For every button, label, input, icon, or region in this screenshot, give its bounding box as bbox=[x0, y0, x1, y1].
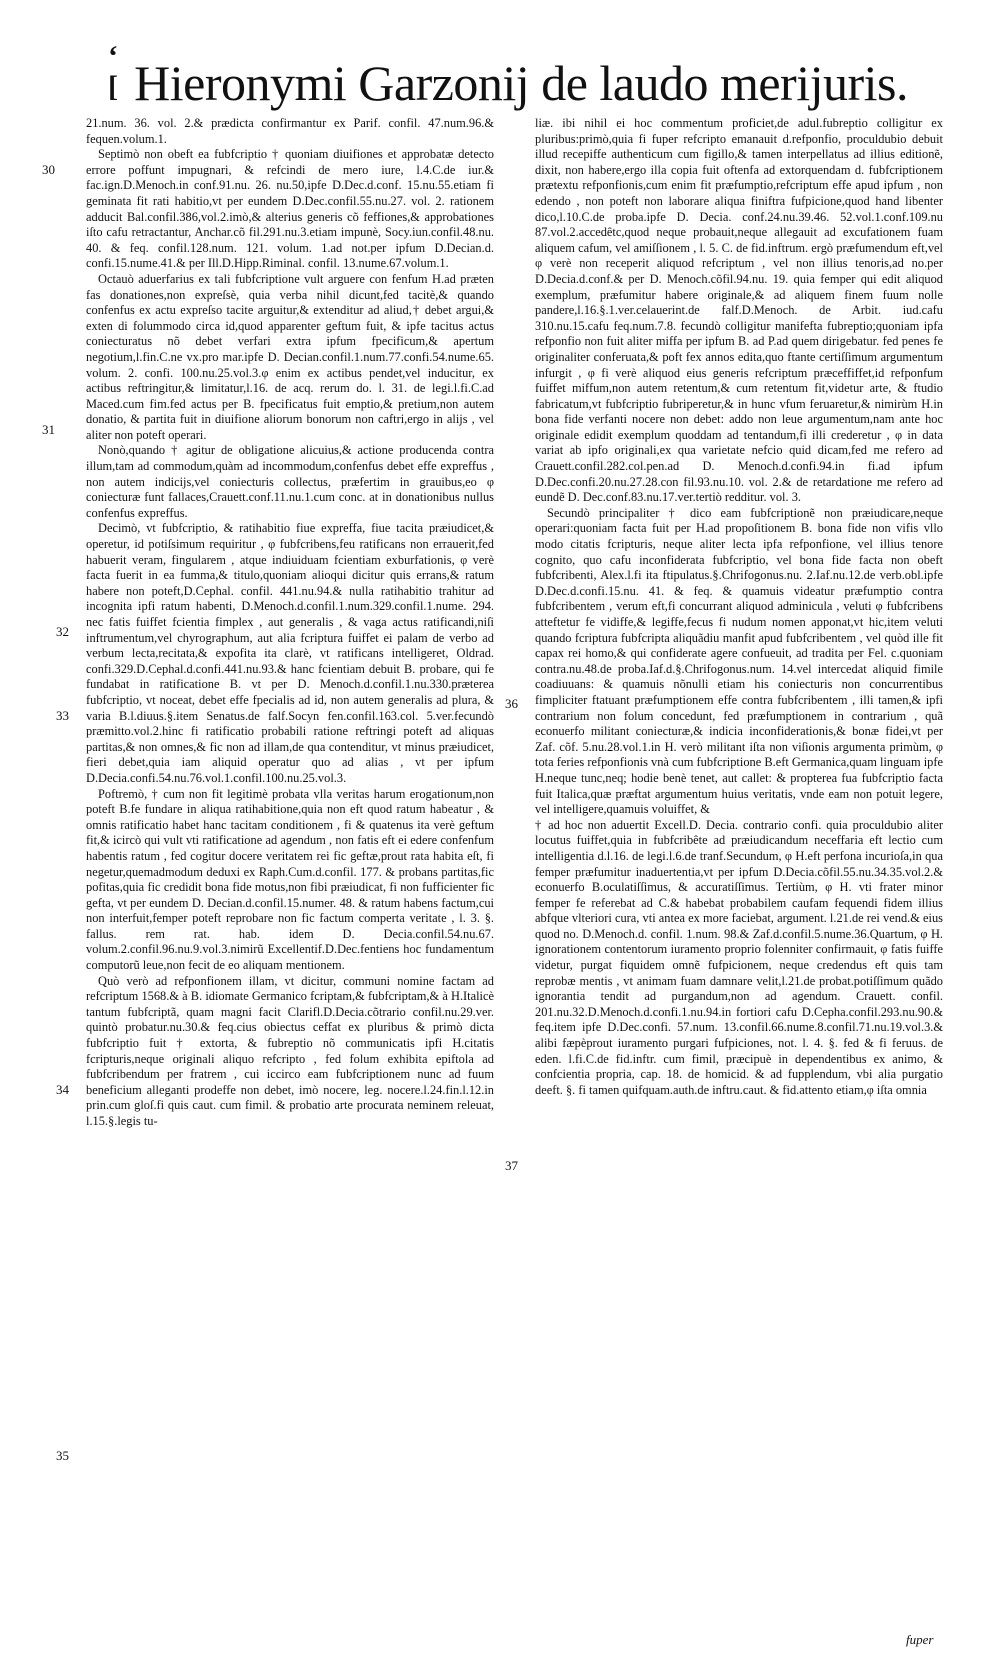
paragraph: Poftremò, † cum non fit legitimè probata vlla veritas harum erogationum,non poteft B.fe fundare in aliqua ratihabitione,quia non eft quod ratum habeatur , & omnis ratificatio habet hanc tacitam conditionem , fi & quatenus ita verè geftum fit,& icircò qui vult vti ratificatione ad agendum , non fatis eft ei edere confenfum habentis ratum , fed cogitur docere veritatem rei fic geftæ,prout rata habita eſt, fi negetur,quemadmodum deduxi ex Raph.Cum.d.confil. 177. & probans partitas,fic pofitas,quia fic credidit bona fide motus,non fibi præiudicat, fi non fufficienter fic gefta, vt per eundem D. Decian.d.confil.15.numer. 48. & ratum habens factum,cui non interfuit,femper poteft reprobare non fic factum comperta veritate , l. 3. §. fallus. rem rat. hab. idem D. Decia.confil.54.nu.67. volum.2.confil.96.nu.9.vol.3.nimirũ Excellentif.D.Dec.fentiens hoc fundamentum computorũ leue,non fecit de eo aliquam mentionem. bbox=[86, 786, 494, 973]
running-title: Hieronymi Garzonij de laudo merijuris. bbox=[134, 55, 908, 111]
paragraph: Octauò aduerfarius ex tali fubfcriptione vult arguere con fenfum H.ad præten fas donationes,non expreſsè, quia verba nihil dicunt,fed tacitè,& quando confenfus ex actu expreſso tacite arguitur,& extenditur ad aliud,† debet argui,& exten di folummodo circa id,quod apparenter geftum fuit, & ipfe tacitus actus coniecturatus nõ debet verfari extra ipfum fpecificum,& apertum negotium,l.fin.C.ne vx.pro mar.ipfe D. Decian.confil.1.num.77.confi.54.nume.65. volum. 2. confi. 100.nu.25.vol.3.φ enim ex actibus pendet,vel inducitur, ex actibus reftringitur,& limitatur,l.16. de acq. rerum do. l. 31. de legi.l.fi.C.ad Maced.cum fim.fed actus per B. fpecificatus fuit emptio,& pretium,non autem donatio, & partita fuit in diuifione aliorum bonorum non caftri,ergo in alijs , vel aliter non poteft operari. bbox=[86, 271, 494, 442]
margin-number: 32 bbox=[56, 624, 69, 639]
margin-number: 35 bbox=[56, 1448, 69, 1463]
paragraph: Secundò principaliter † dico eam fubfcriptionẽ non præiudicare,neque operari:quoniam facta fuit per H.ad propoſitionem B. bona fide non vifis vllo modo citatis fcripturis, neque aliter lecta ipfa refponfione, vel illius tenore cognito, quo cafu inconfiderata fubfcriptio, vel bona fide facta non obeft fubfcribenti, Alex.l.fi ita ftipulatus.§.Chrifogonus.nu. 2.Iaf.nu.12.de verb.obl.ipfe D.Dec.d.confi.15.nu. 41. & feq. & quamuis videatur præfumptio contra fubfcribentem , verum eft,fi concurrant aliquod adminicula , veluti φ fubfcribens atteftetur fe vidiffe,& legiffe,fecus fi nudum nomen apponat,vt hic,item veluti quando fcriptura fubfcripta aliquãdiu manfit apud fubfcribentem , vel quòd ille fit capax rei homo,& qui confiderate agere confueuit, ad tradita per Fel. c.quoniam contra.nu.48.de proba.Iaf.d.§.Chrifogonus.num. 14.vel intercedat aliquid fimile coadiuuans: & quamuis nõnulli etiam his coniecturis non concurrentibus fimpliciter ftatuant præfumptionem effe contra fubfcribentem , illi tamen,& ipfi contrarium non folum concedunt, fed præfumptionem in contrarium , quã econuerfo militant coniecturæ,& indicia inconfiderationis,& bonæ fidei,vt per Zaf. cõf. 5.nu.28.vol.1.in H. verò militant iſta non viſionis argumenta primùm, φ tota feries refponfionis vnà cum fubfcriptione B.eft Germanica,quam linguam ipfe H.neque tunc,neq; hodie benè tenet, aut callet: & propterea fua fubfcriptio facta fuit Italica,quæ præftat argumentum huius veritatis, vnde eam non potuit legere, vel intelligere,quamuis voluiffet, & bbox=[535, 505, 943, 817]
paragraph: Septimò non obeft ea fubfcriptio † quoniam diuifiones et approbatæ detecto errore poffunt impugnari, & refcindi de mero iure, l.4.C.de iur.& fac.ign.D.Menoch.in conf.91.nu. 26. nu.50,ipfe D.Dec.d.conf. 15.nu.55.etiam fi geminata fit rati habitio,vt per eundem D.Dec.confil.55.nu.27. vol. 2. rationem adducit Bal.confil.386,vol.2.imò,& alterius generis cõ feffiones,& approbationes iſto cafu retractantur, Anchar.cõ fil.291.nu.3.etiam impunè, Socy.iun.confil.48.nu. 40. & feq. confil.128.num. 121. volum. 1.ad not.per ipfum D.Decian.d. confi.15.nume.41.& per Ill.D.Hipp.Riminal. confil. 13.nume.67.volum.1. bbox=[86, 147, 494, 271]
paragraph: 21.num. 36. vol. 2.& prædicta confirmantur ex Parif. confil. 47.num.96.& fequen.volum.1. bbox=[86, 116, 494, 146]
paragraph: Decimò, vt fubfcriptio, & ratihabitio fiue expreffa, fiue tacita præiudicet,& operetur, id potiſsimum requiritur , φ fubfcribens,feu ratificans non errauerit,fed habuerit veram, fingularem , atque indiuiduam fcientiam exburfationis, φ verè facta fuerit in ea fumma,& titulo,quoniam alioqui dicitur quis errans,& ratum habere non poteft,D.Cephal. confil. 441.nu.94.& nulla ratihabitio trahitur ad incognita ipfi ratum habenti, D.Menoch.d.confil.1.num.329.confil.1.nume. 294. nec fatis fuiffet fcientia fimplex , aut generalis , & vaga actus ratificandi,niſi inftrumentum,vel chyrographum, aut alia fcriptura fuiffet ei palam de verbo ad verbum lecta,recitata,& expofita ita clarè, vt ratificans intelligeret, Oldrad. confi.329.D.Cephal.d.confi.441.nu.93.& hanc fcientiam debuit B. probare, qui fe fundabat in ratificatione B. vt per D. Menoch.d.confil.1.nu.330.præterea fubfcriptio, vt noceat, debet effe fpecialis ad id, non autem generalis ad plura, & varia B.l.diuus.§.item Senatus.de falf.Socyn fen.confil.163.col. 5.ver.fecundò præmitto.vol.2.hinc fi ratificatio probabili ratione reftringi poteft ad aliquas partitas,& non omnes,& fic non ad illam,de qua contenditur, vt minus præiudicet, fieri debet,quia iam aliquid operatur quo ad alias , vt per ipfum D.Decia.confi.54.nu.76.vol.1.confil.100.nu.25.vol.3. bbox=[86, 521, 494, 785]
margin-number: 37 bbox=[505, 1158, 518, 1173]
running-header bbox=[108, 40, 908, 111]
right-column bbox=[535, 116, 943, 1646]
paragraph: Nonò,quando † agitur de obligatione alicuius,& actione producenda contra illum,tam ad commodum,quàm ad incommodum,confenfus debet effe expreffus , non autem indicijs,vel coniecturis collectus, præfertim in grauibus,eo φ coniecturæ funt fallaces,Crauett.conf.11.nu.1.cum conc. at in donationibus nullus confenfus expreffus. bbox=[86, 443, 494, 520]
paragraph: † ad hoc non aduertit Excell.D. Decia. contrario confi. quia proculdubio aliter locutus fuiffet,quia in fubfcribête ad præiudicandum neceffaria eft lectio cum intelligentia d.l.16. de legi.l.6.de tranf.Secundum, φ H.eft perfona incurioſa,in qua femper præfumitur inaduertentia,vt per ipfum D.Decia.cõfil.55.nu.34.35.vol.2.& econuerfo B.oculatiſſimus, & accuratiſſimus. Tertiùm, φ H. vti frater minor femper fe referebat ad C.& habebat probabilem caufam fequendi fidem illius abfque vlteriori cura, vti antea ex more faciebat, argument. l.21.de rei vend.& eius quod no. D.Menoch.d. confil. 1.num. 98.& Zaf.d.confil.5.nume.36.Quartum, φ H. ignorationem contentorum iuramento proprio folenniter confirmauit, φ fatis fuiffe videtur, purgat fiquidem omnẽ fufpicionem, neque credendus eft quis tam reprobæ mentis , vt animam fuam damnare velit,l.21.de probat.potiſſimum quãdo ignorantia tendit ad purgandum,non ad agendum. Crauett. confil. 201.nu.32.D.Menoch.d.confi.1.nu.94.in fortiori cafu D.Cepha.confil.293.nu.90.& feq.item ipfe D.Dec.confi. 57.num. 13.confil.66.nume.8.confil.71.nu.19.vol.3.& alibi fæpèprout iuramento purgari fufpiciones, not. l. 4. §. fed & fi feruus. de eden. l.fi.C.de fid.inftr. cum fimil, præcipuè in dependentibus ex animo, & confcientia propria, cap. 18. de homicid. & ad fupplendum, vbi alia purgatio deeft. §. fi tamen quifquam.auth.de inftru.caut. & fid.attento etiam,φ iſta omnia bbox=[535, 817, 943, 1097]
margin-number: 33 bbox=[56, 708, 69, 723]
paragraph: Quò verò ad refponfionem illam, vt dicitur, communi nomine factam ad refcriptum 1568.& à B. idiomate Germanico fcriptam,& fubfcriptam,& à H.Italicè tantum fubfcriptã, quam magni facit Clarifl.D.Decia.cõtrario confil.nu.29.ver. quintò probatur.nu.30.& feq.cius obiectus ceffat ex pluribus & primò dicta fubfcriptio fuit † extorta, & fubreptio nõ communicatis ipfi H.citatis fcripturis,neque originali aliquo refcripto , fed folum exhibita epiftola ad fubfcribendum per fratrem , cui iccirco eam fubfcriptionem nunc ad fuum beneficium alleganti prodeffe non debet, imò nocere, leg. nocere.l.24.fin.l.12.in prin.cum gloſ.fi quis caut. cum fimil. & probatio arte procurata neminem releuat, l.15.§.legis tu- bbox=[86, 973, 494, 1128]
margin-number: 30 bbox=[42, 162, 55, 177]
margin-number: 36 bbox=[505, 696, 518, 711]
catchword: fuper bbox=[906, 1632, 934, 1647]
header-mark: ‘ [ bbox=[108, 40, 118, 103]
left-column bbox=[86, 116, 494, 1616]
margin-number: 34 bbox=[56, 1082, 69, 1097]
margin-number: 31 bbox=[42, 422, 55, 437]
paragraph: liæ. ibi nihil ei hoc commentum proficiet,de adul.fubreptio colligitur ex pluribus:primò,quia fi fuper refcripto emanauit d.refponfio, proculdubio debuit illud recepiffe authenticum cum figillo,& tamen interpellatus ad illius editionẽ, dixit, non habere,ergo illa copia fuit oftenfa ad extorquendam d. fubfcriptionem prætextu refponfionis,cum enim fit præfumptio,refcriptum effe apud ipfum , non edendo , non poteft non laborare aliqua finiftra fufpicione,quod hand libenter dico,l.10.C.de proba.ipfe D. Decia. conf.24.nu.39.46. 52.vol.1.conf.109.nu 87.vol.2.accedêtc,quod neque probauit,neque allegauit ad excufationem fuam aliquem cafum, vel amiſſionem , l. 5. C. de fid.inftrum. ergò præfumendum eft,vel φ verè non receperit aliquod refcriptum , vel non illius tenoris,ad no.per D.Decia.d.conf.& per D. Menoch.cõfil.94.nu. 19. quia femper qui edit aliquod exemplum, præfumitur habere originale,& ad aliquem finem fuum nolle pandere,l.16.§.1.ver.celauerint.de falf.D.Menoch. de Arbit. iud.cafu 310.nu.15.cafu feq.num.7.8. fecundò colligitur manifefta fubreptio;quoniam ipfa refponfio non fuit aliter miffa per ipfum B. ad P.ad quem dirigebatur. fed penes fe originaliter conferuata,& poft fex annos edita,quo ftante certiſſimum argumentum infurgit , φ fi verè aliquod eius generis refcriptum præceffiffet,id refponfum fuiffet miffum,non autem retentum,& cum retentum fit,videtur arte, & ftudio fabricatum,vt fubfcriptio fubriperetur,& in hunc vfum feruaretur,& nimirùm H.in bona fide verfanti nocere non debet: addo non leue argumentum,nam ante hoc originale edidit exemplum quoddam ad tentandum,fi illi crederetur , φ in data variat ab ipfo originali,ex qua varietate nefcio quid dicam,fed me refero ad Crauett.confil.282.col.pen.ad D. Menoch.d.confi.94.in fi.ad ipfum D.Dec.confi.20.nu.27.28.con fil.93.nu.10. vol. 2.& de retardatione me refero ad eundẽ D. Dec.conf.83.nu.17.ver.tertiò redditur. vol. 3. bbox=[535, 116, 943, 505]
